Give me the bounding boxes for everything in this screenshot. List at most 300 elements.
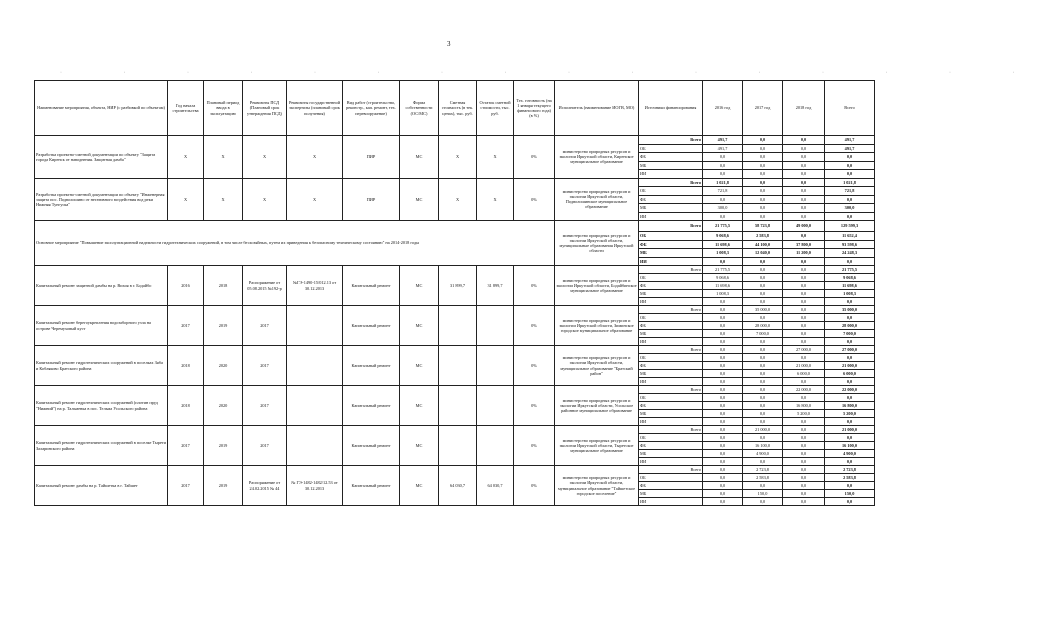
funding-source: ФБ bbox=[639, 442, 703, 450]
amount-2018: 0,0 bbox=[783, 306, 825, 314]
amount-2017: 0,0 bbox=[743, 274, 783, 282]
funding-source: ОБ bbox=[639, 187, 703, 196]
amount-total: 300,0 bbox=[825, 204, 875, 213]
amount-2018: 49 000,0 bbox=[783, 221, 825, 232]
amount-2018: 0,0 bbox=[783, 144, 825, 153]
amount-2017: 44 100,0 bbox=[743, 240, 783, 249]
header-work: Вид работ (строительство, реконстр., кап. ремонт, тех. перевооружение) bbox=[343, 81, 400, 136]
funding-source: ФБ bbox=[639, 153, 703, 162]
amount-total: 1 021,8 bbox=[825, 178, 875, 187]
funding-source: ИИ bbox=[639, 418, 703, 426]
funding-source: ОБ bbox=[639, 434, 703, 442]
amount-2016: 0,0 bbox=[703, 195, 743, 204]
amount-2016: 0,0 bbox=[703, 346, 743, 354]
repair-executor: министерство природных ресурсов и экологии Иркутской области, муниципальное образование "Тайшетское городское поселение" bbox=[555, 466, 639, 506]
amount-total: 0,0 bbox=[825, 394, 875, 402]
funding-source: ИИ bbox=[639, 170, 703, 179]
amount-2018: 0,0 bbox=[783, 466, 825, 474]
repair-cost bbox=[439, 386, 477, 426]
repair-remain: 64 030,7 bbox=[477, 466, 514, 506]
project-executor: министерство природных ресурсов и экологии Иркутской области, Киренское муниципальное образование bbox=[555, 136, 639, 179]
amount-2017: 0,0 bbox=[743, 386, 783, 394]
repair-work: Капитальный ремонт bbox=[343, 386, 400, 426]
amount-2017: 0,0 bbox=[743, 338, 783, 346]
repair-remain: 31 899,7 bbox=[477, 266, 514, 306]
project-end: Х bbox=[204, 136, 243, 179]
amount-2018: 0,0 bbox=[783, 195, 825, 204]
project-work: ПИР bbox=[343, 178, 400, 221]
repair-remain bbox=[477, 306, 514, 346]
repair-name: Капитальный ремонт защитной дамбы на р. Вихоя в г. Бодайбо bbox=[35, 266, 168, 306]
amount-2018: 0,0 bbox=[783, 161, 825, 170]
amount-2016: 0,0 bbox=[703, 314, 743, 322]
amount-2018: 0,0 bbox=[783, 330, 825, 338]
amount-2018: 0,0 bbox=[783, 498, 825, 506]
repair-executor: министерство природных ресурсов и экологии Иркутской области, Усольское районное муниципальное образование bbox=[555, 386, 639, 426]
amount-total: 28 000,0 bbox=[825, 322, 875, 330]
amount-2016: 0,0 bbox=[703, 153, 743, 162]
amount-total: 0,0 bbox=[825, 212, 875, 221]
funding-source: ФБ bbox=[639, 362, 703, 370]
funding-source: ИИ bbox=[639, 338, 703, 346]
funding-source: МБ bbox=[639, 249, 703, 258]
amount-2018: 0,0 bbox=[783, 170, 825, 179]
repair-start: 2016 bbox=[168, 266, 204, 306]
repair-psd: 2017 bbox=[243, 346, 287, 386]
program-table bbox=[34, 80, 875, 506]
project-cost: Х bbox=[439, 178, 477, 221]
amount-2018: 27 000,0 bbox=[783, 346, 825, 354]
table-row bbox=[35, 466, 875, 474]
amount-2018: 0,0 bbox=[783, 178, 825, 187]
amount-2016: 0,0 bbox=[703, 330, 743, 338]
amount-2016: 0,0 bbox=[703, 418, 743, 426]
amount-2018: 0,0 bbox=[783, 442, 825, 450]
amount-2018: 0,0 bbox=[783, 418, 825, 426]
amount-2017: 0,0 bbox=[743, 498, 783, 506]
repair-own: МС bbox=[400, 426, 439, 466]
project-ready: 0% bbox=[514, 136, 555, 179]
amount-total: 7 000,0 bbox=[825, 330, 875, 338]
header-name: Наименование мероприятия, объекта, НИР (с разбивкой по объектам) bbox=[35, 81, 168, 136]
header-sources: Источники финансирования bbox=[639, 81, 703, 136]
repair-executor: министерство природных ресурсов и экологии Иркутской области, Бодайбинское муниципальное образование bbox=[555, 266, 639, 306]
table-header-row bbox=[35, 81, 875, 136]
amount-total: 0,0 bbox=[825, 354, 875, 362]
amount-2017: 0,0 bbox=[743, 314, 783, 322]
project-start: Х bbox=[168, 136, 204, 179]
repair-cost bbox=[439, 306, 477, 346]
amount-2018: 16 800,0 bbox=[783, 402, 825, 410]
funding-source: Всего bbox=[639, 266, 703, 274]
header-expertise: Реквизиты государственной экспертизы (плановый срок получения) bbox=[287, 81, 343, 136]
amount-2018: 0,0 bbox=[783, 426, 825, 434]
amount-total: 491,7 bbox=[825, 136, 875, 145]
repair-ready: 0% bbox=[514, 466, 555, 506]
header-start: Год начала строительства bbox=[168, 81, 204, 136]
page-number: 3 bbox=[447, 40, 451, 48]
repair-name: Капитальный ремонт гидротехнических сооружений (плотин пруд "Нижний") на р. Тальменка в пос. Тельма Усольского района bbox=[35, 386, 168, 426]
amount-2016: 0,0 bbox=[703, 474, 743, 482]
amount-2017: 0,0 bbox=[743, 178, 783, 187]
amount-2018: 0,0 bbox=[783, 354, 825, 362]
repair-name: Капитальный ремонт дамбы на р. Тайшетка в г. Тайшет bbox=[35, 466, 168, 506]
repair-remain bbox=[477, 386, 514, 426]
funding-source: ИИ bbox=[639, 212, 703, 221]
amount-total: 6 000,0 bbox=[825, 370, 875, 378]
repair-cost bbox=[439, 346, 477, 386]
repair-psd: 2017 bbox=[243, 386, 287, 426]
amount-2017: 0,0 bbox=[743, 434, 783, 442]
repair-cost: 31 899,7 bbox=[439, 266, 477, 306]
repair-end: 2020 bbox=[204, 346, 243, 386]
repair-start: 2018 bbox=[168, 386, 204, 426]
amount-2018: 0,0 bbox=[783, 490, 825, 498]
funding-source: ИИ bbox=[639, 378, 703, 386]
repair-expertise bbox=[287, 426, 343, 466]
table-row bbox=[35, 426, 875, 434]
amount-2016: 0,0 bbox=[703, 338, 743, 346]
amount-2017: 21 000,0 bbox=[743, 426, 783, 434]
amount-2016: 21 775,5 bbox=[703, 221, 743, 232]
amount-2017: 0,0 bbox=[743, 170, 783, 179]
amount-2016: 0,0 bbox=[703, 394, 743, 402]
funding-source: МБ bbox=[639, 290, 703, 298]
table-row bbox=[35, 178, 875, 187]
amount-2018: 37 800,0 bbox=[783, 240, 825, 249]
amount-2017: 0,0 bbox=[743, 378, 783, 386]
header-end: Плановый период ввода в эксплуатацию bbox=[204, 81, 243, 136]
amount-2016: 11 698,6 bbox=[703, 240, 743, 249]
program-table-container bbox=[34, 80, 859, 506]
table-row bbox=[35, 136, 875, 145]
funding-source: ОБ bbox=[639, 354, 703, 362]
repair-work: Капитальный ремонт bbox=[343, 266, 400, 306]
amount-total: 0,0 bbox=[825, 153, 875, 162]
amount-total: 4 900,0 bbox=[825, 450, 875, 458]
funding-source: Всего bbox=[639, 136, 703, 145]
amount-total: 22 000,0 bbox=[825, 386, 875, 394]
funding-source: ИИ bbox=[639, 298, 703, 306]
amount-2018: 0,0 bbox=[783, 450, 825, 458]
amount-2016: 0,0 bbox=[703, 434, 743, 442]
amount-total: 721,8 bbox=[825, 187, 875, 196]
amount-2018: 0,0 bbox=[783, 266, 825, 274]
amount-2017: 0,0 bbox=[743, 370, 783, 378]
funding-source: Всего bbox=[639, 466, 703, 474]
project-remain: Х bbox=[477, 178, 514, 221]
funding-source: МБ bbox=[639, 450, 703, 458]
table-row bbox=[35, 266, 875, 274]
repair-name: Капитальный ремонт берегоукрепления водозаборного узла на острове Черемуховый куст bbox=[35, 306, 168, 346]
amount-total: 0,0 bbox=[825, 378, 875, 386]
funding-source: МБ bbox=[639, 161, 703, 170]
amount-2016: 0,0 bbox=[703, 257, 743, 266]
amount-2017: 16 100,0 bbox=[743, 442, 783, 450]
funding-source: ФБ bbox=[639, 322, 703, 330]
project-own: МС bbox=[400, 178, 439, 221]
amount-total: 0,0 bbox=[825, 418, 875, 426]
project-start: Х bbox=[168, 178, 204, 221]
amount-2016: 0,0 bbox=[703, 402, 743, 410]
amount-total: 9 068,6 bbox=[825, 274, 875, 282]
amount-2018: 0,0 bbox=[783, 187, 825, 196]
repair-cost bbox=[439, 426, 477, 466]
amount-2018: 6 000,0 bbox=[783, 370, 825, 378]
table-row bbox=[35, 221, 875, 232]
amount-total: 16 800,0 bbox=[825, 402, 875, 410]
amount-2018: 0,0 bbox=[783, 322, 825, 330]
amount-2018: 0,0 bbox=[783, 257, 825, 266]
amount-2018: 0,0 bbox=[783, 204, 825, 213]
project-work: ПИР bbox=[343, 136, 400, 179]
main-event-name: Основное мероприятие "Повышение эксплуатационной надежности гидротехнических сооружений, в том числе бесхозяйных, путем их приведения к безопасному техническому состоянию" на 2014-2018 годы bbox=[35, 221, 555, 266]
repair-psd: 2017 bbox=[243, 426, 287, 466]
project-executor: министерство природных ресурсов и экологии Иркутской области, Подволошинское муниципальное образование bbox=[555, 178, 639, 221]
amount-2016: 0,0 bbox=[703, 354, 743, 362]
project-name: Разработка проектно-сметной документации по объекту "Инженерная защита пос. Подволошино от негативного воздействия вод реки Нижняя Тунгуска" bbox=[35, 178, 168, 221]
funding-source: ФБ bbox=[639, 482, 703, 490]
amount-2016: 491,7 bbox=[703, 136, 743, 145]
amount-total: 2 723,8 bbox=[825, 466, 875, 474]
amount-2018: 0,0 bbox=[783, 338, 825, 346]
header-executor: Исполнитель (наименование ИОГВ, МО) bbox=[555, 81, 639, 136]
amount-2017: 28 000,0 bbox=[743, 322, 783, 330]
repair-psd: Распоряжение от 24.02.2015 № 44 bbox=[243, 466, 287, 506]
amount-2017: 0,0 bbox=[743, 144, 783, 153]
amount-2016: 0,0 bbox=[703, 386, 743, 394]
amount-total: 5 200,0 bbox=[825, 410, 875, 418]
repair-ready: 0% bbox=[514, 386, 555, 426]
amount-2017: 0,0 bbox=[743, 346, 783, 354]
project-expertise: Х bbox=[287, 136, 343, 179]
amount-2016: 0,0 bbox=[703, 370, 743, 378]
repair-executor: министерство природных ресурсов и экологии Иркутской области, Тыретское муниципальное образование bbox=[555, 426, 639, 466]
amount-2017: 0,0 bbox=[743, 266, 783, 274]
amount-2018: 0,0 bbox=[783, 153, 825, 162]
amount-2016: 1 008,3 bbox=[703, 290, 743, 298]
funding-source: Всего bbox=[639, 346, 703, 354]
repair-psd: Распоряжение от 05.08.2015 №192-р bbox=[243, 266, 287, 306]
amount-2017: 0,0 bbox=[743, 482, 783, 490]
funding-source: Всего bbox=[639, 426, 703, 434]
header-remaining: Остаток сметной стоимости, тыс. руб. bbox=[477, 81, 514, 136]
funding-source: ОБ bbox=[639, 474, 703, 482]
amount-2016: 1 021,8 bbox=[703, 178, 743, 187]
amount-2016: 0,0 bbox=[703, 466, 743, 474]
amount-2016: 0,0 bbox=[703, 306, 743, 314]
amount-2017: 0,0 bbox=[743, 257, 783, 266]
repair-own: МС bbox=[400, 466, 439, 506]
funding-source: МБ bbox=[639, 410, 703, 418]
amount-2016: 0,0 bbox=[703, 322, 743, 330]
amount-2016: 21 775,5 bbox=[703, 266, 743, 274]
amount-2017: 0,0 bbox=[743, 418, 783, 426]
amount-2017: 12 040,0 bbox=[743, 249, 783, 258]
project-cost: Х bbox=[439, 136, 477, 179]
project-expertise: Х bbox=[287, 178, 343, 221]
funding-source: ОБ bbox=[639, 314, 703, 322]
repair-own: МС bbox=[400, 346, 439, 386]
amount-total: 0,0 bbox=[825, 314, 875, 322]
repair-ready: 0% bbox=[514, 306, 555, 346]
amount-total: 0,0 bbox=[825, 170, 875, 179]
funding-source: Всего bbox=[639, 386, 703, 394]
amount-2017: 0,0 bbox=[743, 410, 783, 418]
repair-own: МС bbox=[400, 306, 439, 346]
repair-work: Капитальный ремонт bbox=[343, 426, 400, 466]
amount-2016: 0,0 bbox=[703, 450, 743, 458]
amount-total: 1 008,3 bbox=[825, 290, 875, 298]
amount-2016: 0,0 bbox=[703, 490, 743, 498]
amount-2016: 9 068,6 bbox=[703, 274, 743, 282]
project-psd: Х bbox=[243, 178, 287, 221]
header-total: Всего bbox=[825, 81, 875, 136]
amount-total: 27 000,0 bbox=[825, 346, 875, 354]
amount-total: 0,0 bbox=[825, 195, 875, 204]
amount-2016: 0,0 bbox=[703, 170, 743, 179]
amount-total: 11 652,4 bbox=[825, 232, 875, 241]
amount-2016: 0,0 bbox=[703, 362, 743, 370]
amount-2017: 0,0 bbox=[743, 136, 783, 145]
funding-source: МБ bbox=[639, 370, 703, 378]
project-psd: Х bbox=[243, 136, 287, 179]
amount-2016: 0,0 bbox=[703, 161, 743, 170]
funding-source: ФБ bbox=[639, 240, 703, 249]
repair-work: Капитальный ремонт bbox=[343, 466, 400, 506]
funding-source: Всего bbox=[639, 221, 703, 232]
amount-total: 21 000,0 bbox=[825, 362, 875, 370]
funding-source: МБ bbox=[639, 330, 703, 338]
header-2017: 2017 год bbox=[743, 81, 783, 136]
repair-ready: 0% bbox=[514, 346, 555, 386]
amount-2018: 0,0 bbox=[783, 298, 825, 306]
repair-own: МС bbox=[400, 386, 439, 426]
amount-2018: 0,0 bbox=[783, 378, 825, 386]
amount-total: 21 000,0 bbox=[825, 426, 875, 434]
amount-2016: 0,0 bbox=[703, 498, 743, 506]
amount-2018: 21 000,0 bbox=[783, 362, 825, 370]
amount-2017: 0,0 bbox=[743, 282, 783, 290]
project-ready: 0% bbox=[514, 178, 555, 221]
amount-2017: 0,0 bbox=[743, 354, 783, 362]
amount-2017: 0,0 bbox=[743, 195, 783, 204]
repair-work: Капитальный ремонт bbox=[343, 346, 400, 386]
amount-2018: 5 200,0 bbox=[783, 410, 825, 418]
repair-expertise bbox=[287, 346, 343, 386]
amount-2016: 0,0 bbox=[703, 212, 743, 221]
funding-source: ОБ bbox=[639, 144, 703, 153]
amount-2017: 0,0 bbox=[743, 362, 783, 370]
main-event-executor: министерство природных ресурсов и экологии Иркутской области, муниципальные образования Иркутской области bbox=[555, 221, 639, 266]
amount-2017: 0,0 bbox=[743, 161, 783, 170]
amount-2016: 721,8 bbox=[703, 187, 743, 196]
funding-source: МБ bbox=[639, 204, 703, 213]
repair-own: МС bbox=[400, 266, 439, 306]
funding-source: ОБ bbox=[639, 232, 703, 241]
amount-2017: 0,0 bbox=[743, 402, 783, 410]
funding-source: ИИ bbox=[639, 458, 703, 466]
amount-2016: 0,0 bbox=[703, 426, 743, 434]
funding-source: ИИ bbox=[639, 498, 703, 506]
funding-source: Всего bbox=[639, 178, 703, 187]
amount-2017: 58 723,8 bbox=[743, 221, 783, 232]
amount-2017: 2 583,8 bbox=[743, 474, 783, 482]
repair-start: 2018 bbox=[168, 346, 204, 386]
repair-expertise: № ГЭ-1482-1482/12.53 от 30.12.2013 bbox=[287, 466, 343, 506]
amount-2018: 0,0 bbox=[783, 482, 825, 490]
header-2016: 2016 год bbox=[703, 81, 743, 136]
amount-2018: 0,0 bbox=[783, 282, 825, 290]
table-row bbox=[35, 386, 875, 394]
funding-source: Всего bbox=[639, 306, 703, 314]
amount-2017: 2 583,8 bbox=[743, 232, 783, 241]
amount-total: 0,0 bbox=[825, 257, 875, 266]
amount-2016: 0,0 bbox=[703, 410, 743, 418]
funding-source: ОБ bbox=[639, 274, 703, 282]
header-dots: · · · · · · · · · · · · · · · · bbox=[60, 70, 1044, 76]
funding-source: ИИ bbox=[639, 257, 703, 266]
amount-2018: 0,0 bbox=[783, 474, 825, 482]
funding-source: ОБ bbox=[639, 394, 703, 402]
amount-2016: 0,0 bbox=[703, 442, 743, 450]
repair-start: 2017 bbox=[168, 466, 204, 506]
amount-2017: 7 000,0 bbox=[743, 330, 783, 338]
header-ownership: Форма собственности (ОС/МС) bbox=[400, 81, 439, 136]
amount-2018: 0,0 bbox=[783, 232, 825, 241]
amount-total: 11 698,6 bbox=[825, 282, 875, 290]
header-psd: Реквизиты ПСД (Плановый срок утверждения ПСД) bbox=[243, 81, 287, 136]
amount-2018: 22 000,0 bbox=[783, 386, 825, 394]
amount-2016: 0,0 bbox=[703, 458, 743, 466]
amount-2018: 0,0 bbox=[783, 458, 825, 466]
amount-2018: 0,0 bbox=[783, 394, 825, 402]
amount-2018: 0,0 bbox=[783, 314, 825, 322]
amount-2016: 491,7 bbox=[703, 144, 743, 153]
repair-name: Капитальный ремонт гидротехнических сооружений в поселках Зяба и Кобляково Братского района bbox=[35, 346, 168, 386]
repair-ready: 0% bbox=[514, 426, 555, 466]
amount-2017: 0,0 bbox=[743, 394, 783, 402]
amount-2017: 150,0 bbox=[743, 490, 783, 498]
amount-2016: 0,0 bbox=[703, 378, 743, 386]
amount-2017: 4 900,0 bbox=[743, 450, 783, 458]
repair-end: 2019 bbox=[204, 306, 243, 346]
amount-2017: 0,0 bbox=[743, 204, 783, 213]
project-remain: Х bbox=[477, 136, 514, 179]
repair-start: 2017 bbox=[168, 306, 204, 346]
repair-start: 2017 bbox=[168, 426, 204, 466]
amount-2017: 0,0 bbox=[743, 187, 783, 196]
repair-end: 2019 bbox=[204, 426, 243, 466]
funding-source: ФБ bbox=[639, 402, 703, 410]
amount-2018: 11 200,0 bbox=[783, 249, 825, 258]
amount-total: 0,0 bbox=[825, 482, 875, 490]
amount-2017: 0,0 bbox=[743, 212, 783, 221]
amount-total: 24 248,3 bbox=[825, 249, 875, 258]
repair-remain bbox=[477, 426, 514, 466]
amount-total: 16 100,0 bbox=[825, 442, 875, 450]
header-cost: Сметная стоимость (в тек. ценах), тыс. руб. bbox=[439, 81, 477, 136]
amount-2016: 0,0 bbox=[703, 298, 743, 306]
amount-2018: 0,0 bbox=[783, 434, 825, 442]
funding-source: ФБ bbox=[639, 282, 703, 290]
repair-expertise bbox=[287, 306, 343, 346]
funding-source: МБ bbox=[639, 490, 703, 498]
amount-2017: 0,0 bbox=[743, 153, 783, 162]
amount-total: 129 599,3 bbox=[825, 221, 875, 232]
amount-total: 491,7 bbox=[825, 144, 875, 153]
project-name: Разработка проектно-сметной документации по объекту "Защита города Киренск от наводнения. Защитная дамба" bbox=[35, 136, 168, 179]
